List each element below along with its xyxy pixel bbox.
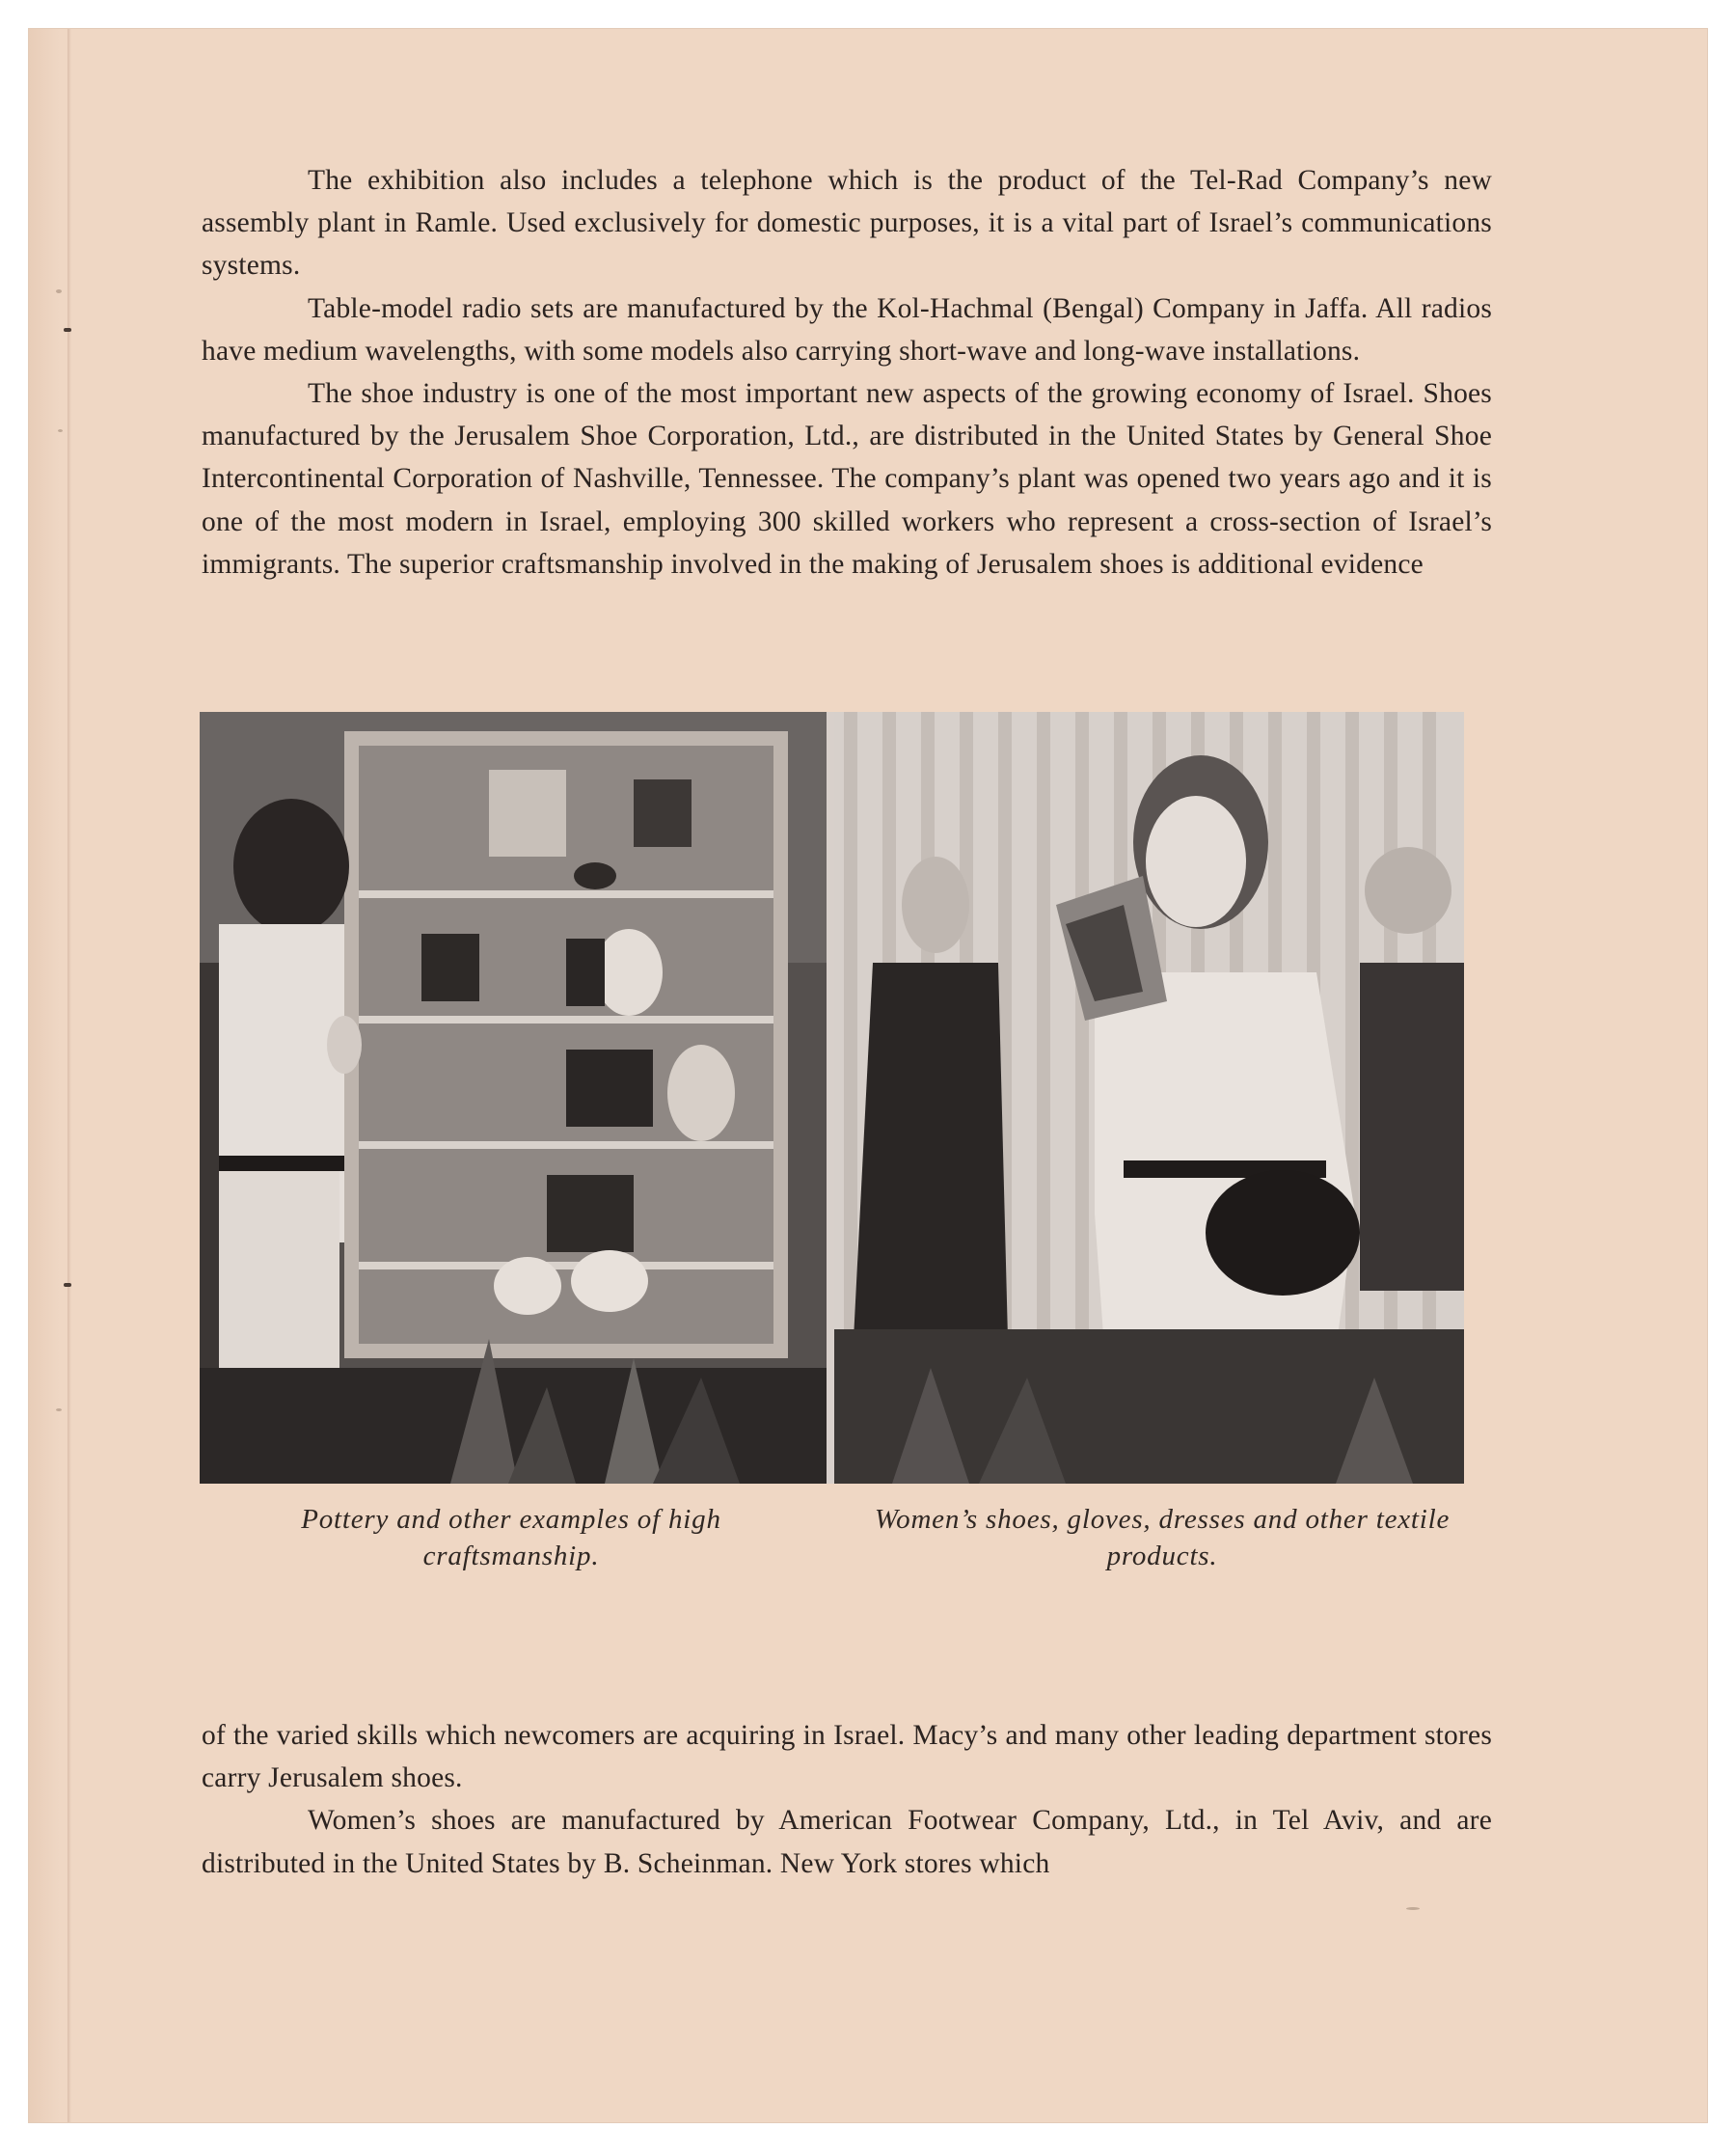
paragraph-radio: Table-model radio sets are manufactured by the Kol-Hachmal (Bengal) Company in Jaffa. All radios have medium wavelengths, with some models also carrying short-wave and long-wave installations.: [202, 292, 1492, 367]
binding-stitch: [64, 328, 71, 332]
paper-spot: [58, 429, 63, 432]
caption-pottery: Pottery and other examples of high craftsmanship.: [301, 1504, 721, 1571]
photo-pottery-display: [200, 712, 827, 1484]
paragraph-shoe-industry: The shoe industry is one of the most important new aspects of the growing economy of Israel. Shoes manufactured by the Jerusalem Shoe Corporation, Ltd., are distributed in the United States by General Shoe Intercontinental Corporation of Nashville, Tennessee. The company’s plant was opened two years ago and it is one of the most modern in Israel, employing 300 skilled workers who represent a cross-section of Israel’s immigrants. The superior craftsmanship involved in the making of Jerusalem shoes is additional evidence: [202, 378, 1492, 580]
paper-spot: [56, 289, 62, 293]
paragraph-telephone: The exhibition also includes a telephone which is the product of the Tel-Rad Company’s new assembly plant in Ramle. Used exclusively for domestic purposes, it is a vital part of Israel’s communications systems.: [202, 165, 1492, 282]
photo-pottery-illustration: [200, 712, 827, 1484]
paper-spot: [56, 1408, 62, 1411]
photo-shoes-illustration: [834, 712, 1464, 1484]
body-text-bottom: [202, 1714, 1492, 1885]
body-text-top: [202, 159, 1492, 586]
photo-woman-shoes: [834, 712, 1464, 1484]
paragraph-womens-shoes: Women’s shoes are manufactured by American Footwear Company, Ltd., in Tel Aviv, and are distributed in the United States by B. Scheinman. New York stores which: [202, 1805, 1492, 1879]
fold-line: [68, 29, 71, 2122]
binding-margin: [29, 29, 68, 2122]
caption-shoes: Women’s shoes, gloves, dresses and other textile products.: [874, 1504, 1451, 1571]
binding-stitch: [64, 1283, 71, 1287]
paragraph-continuation: of the varied skills which newcomers are acquiring in Israel. Macy’s and many other leading department stores carry Jerusalem shoes.: [202, 1720, 1492, 1794]
photo-divider: [827, 712, 834, 1484]
paper-spot: [1406, 1907, 1420, 1910]
